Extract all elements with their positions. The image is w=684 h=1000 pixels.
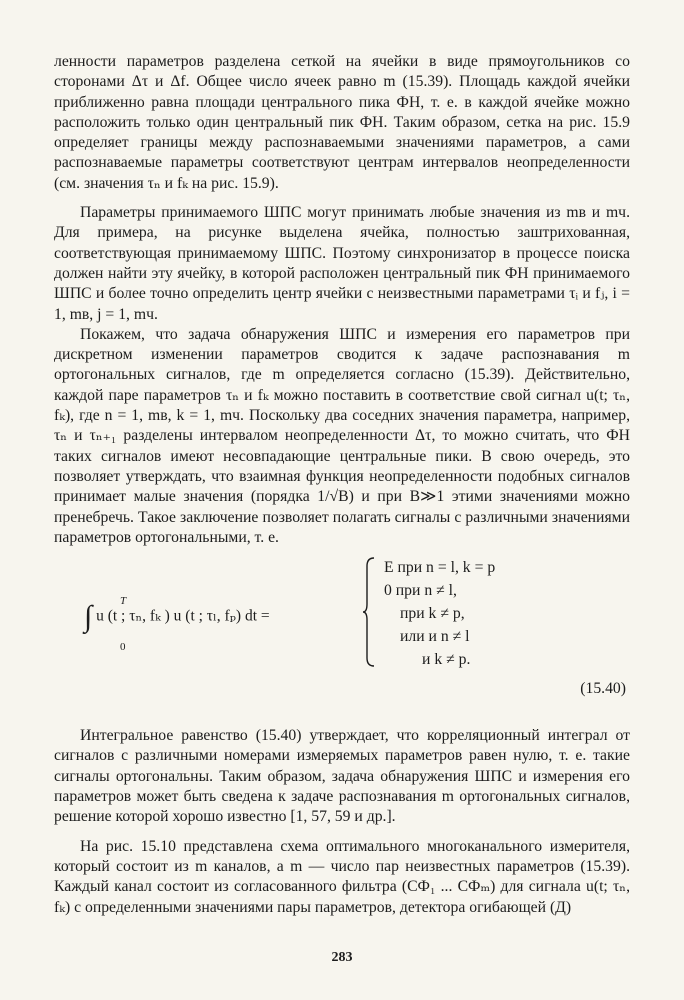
- case-line: 0 при n ≠ l,: [384, 582, 457, 600]
- equation-cases: [384, 556, 495, 671]
- paragraph-1: ленности параметров разделена сеткой на ячейки в виде прямоугольников со сторонами Δτ и Δf. Общее число ячеек равно m (15.39). Площадь каждой ячейки приближенно равна площади центрального пика ФН, т. е. в каждой ячейке можно расположить только один центральный пик ФН. Таким образом, сетка на рис. 15.9 определяет границы между распознаваемыми значениями параметров, а сами распознаваемые параметры соответствуют центрам интервалов неопределенности (см. значения τₙ и fₖ на рис. 15.9).: [54, 53, 630, 192]
- case-line: и k ≠ p.: [422, 651, 471, 669]
- page-number: 283: [331, 950, 353, 965]
- integral-lower-limit: 0: [120, 641, 126, 654]
- integral-expression: [84, 595, 270, 654]
- case-line: или и n ≠ l: [400, 628, 470, 646]
- equation-15-40: [54, 556, 630, 726]
- paragraph-5: На рис. 15.10 представлена схема оптимального многоканального измерителя, который состоит из m каналов, а m — число пар неизвестных параметров (15.39). Каждый канал состоит из согласованного фильтра (СФ₁ ... СФₘ) для сигнала u(t; τₙ, fₖ) с определенными значениями пары параметров, детектора огибающей (Д): [54, 837, 630, 916]
- integrand: u (t ; τₙ, fₖ ) u (t ; τₗ, fₚ) dt =: [96, 607, 270, 625]
- case-line: E при n = l, k = p: [384, 559, 496, 577]
- integral-sign-icon: ∫ T 0: [84, 602, 92, 632]
- case-line: при k ≠ p,: [400, 605, 465, 623]
- page-body: [54, 52, 630, 918]
- paragraph-2: Параметры принимаемого ШПС могут принимать любые значения из mв и mч. Для примера, на рисунке выделена ячейка, полностью заштрихованная, соответствующая принимаемому ШПС. Поэтому синхронизатор в процессе поиска должен найти эту ячейку, в которой расположен центральный пик ФН принимаемого ШПС и более точно определить центр ячейки с неизвестными параметрами τᵢ и fⱼ, i = 1, mв, j = 1, mч.: [54, 204, 630, 323]
- integral-upper-limit: T: [120, 595, 127, 608]
- paragraph-3: Покажем, что задача обнаружения ШПС и измерения его параметров при дискретном изменении параметров сводится к задаче распознавания m ортогональных сигналов, где m определяется согласно (15.39). Действительно, каждой паре параметров τₙ и fₖ можно поставить в соответствие свой сигнал u(t; τₙ, fₖ), где n = 1, mв, k = 1, mч. Поскольку два соседних значения параметра, например, τₙ и τₙ₊₁ разделены интервалом неопределенности Δτ, то можно считать, что ФН таких сигналов имеют несовпадающие центральные пики. В свою очередь, это позволяет утверждать, что взаимная функция неопределенности подобных сигналов принимает малые значения (порядка 1/√B) и при B≫1 этими значениями можно пренебречь. Такое заключение позволяет полагать сигналы с различными значениями параметров ортогональными, т. е.: [54, 325, 630, 546]
- left-brace-icon: [362, 556, 376, 668]
- paragraph-4: Интегральное равенство (15.40) утверждает, что корреляционный интеграл от сигналов с различными номерами измеряемых параметров равен нулю, т. е. такие сигналы ортогональны. Таким образом, задача обнаружения ШПС и измерения его параметров может быть сведена к задаче распознавания m ортогональных сигналов, решение которой хорошо известно [1, 57, 59 и др.].: [54, 727, 630, 826]
- equation-number: (15.40): [580, 680, 626, 698]
